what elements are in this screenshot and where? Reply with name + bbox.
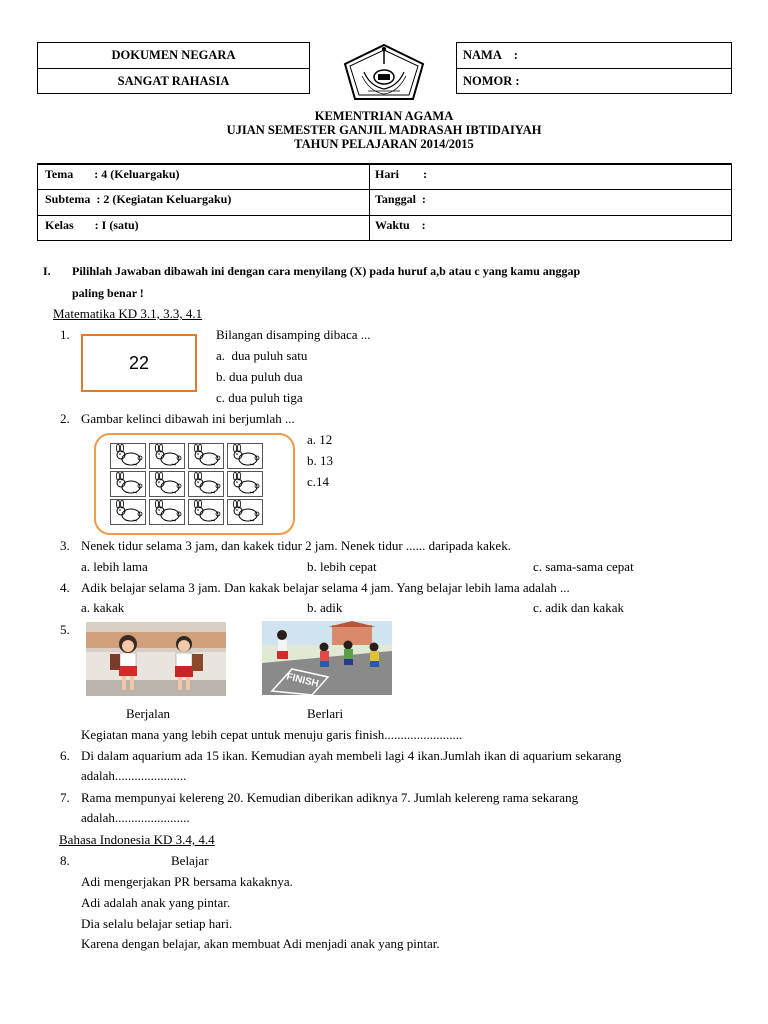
header-sangat-rahasia: SANGAT RAHASIA [38, 68, 309, 93]
rabbit-icon [110, 499, 146, 525]
q1-option-b: b. dua puluh dua [216, 369, 303, 384]
ministry-emblem-icon [340, 42, 428, 104]
waktu-cell: Waktu : [375, 218, 426, 232]
rabbit-icon [188, 499, 224, 525]
rabbit-icon [227, 443, 263, 469]
bahasa-heading: Bahasa Indonesia KD 3.4, 4.4 [59, 832, 215, 847]
q8-line-4: Karena dengan belajar, akan membuat Adi menjadi anak yang pintar. [81, 936, 440, 951]
q3-option-a: a. lebih lama [81, 559, 148, 574]
q5-text: Kegiatan mana yang lebih cepat untuk menuju garis finish........................ [81, 727, 463, 742]
q4-option-b: b. adik [307, 600, 343, 615]
q3-option-c: c. sama-sama cepat [533, 559, 634, 574]
rabbit-icon [149, 499, 185, 525]
rabbit-icon [149, 443, 185, 469]
q8-title: Belajar [171, 853, 209, 868]
rabbit-icon [110, 471, 146, 497]
header-right-box [456, 42, 732, 94]
q1-text: Bilangan disamping dibaca ... [216, 327, 371, 342]
finish-text: FINISH [285, 671, 320, 690]
rabbit-icon [110, 443, 146, 469]
q3-option-b: b. lebih cepat [307, 559, 377, 574]
q5-label-running: Berlari [307, 706, 344, 721]
q5-label-walking: Berjalan [126, 706, 171, 721]
instruction-line-2: paling benar ! [72, 286, 144, 300]
q1-number-box: 22 [81, 334, 197, 392]
q3-text: Nenek tidur selama 3 jam, dan kakek tidur 2 jam. Nenek tidur ...... daripada kakek. [81, 538, 511, 553]
title-line-1: KEMENTRIAN AGAMA [314, 109, 454, 123]
nama-label: NAMA : [463, 48, 518, 62]
q2-option-c: c.14 [307, 474, 330, 489]
matematika-heading: Matematika KD 3.1, 3.3, 4.1 [53, 306, 203, 321]
q8-line-3: Dia selalu belajar setiap hari. [81, 916, 233, 931]
header-dokumen-negara: DOKUMEN NEGARA [111, 48, 236, 62]
q4-option-a: a. kakak [81, 600, 125, 615]
walking-children-image [86, 622, 226, 696]
q3-number: 3. [60, 538, 70, 553]
rabbit-icon [149, 471, 185, 497]
kelas-cell: Kelas : I (satu) [45, 218, 139, 232]
q1-option-c: c. dua puluh tiga [216, 390, 303, 405]
q1-option-a: a. dua puluh satu [216, 348, 308, 363]
q5-number: 5. [60, 622, 70, 637]
q2-number: 2. [60, 411, 70, 426]
q6-line-2: adalah...................... [81, 768, 187, 783]
rabbit-icon [188, 471, 224, 497]
q6-number: 6. [60, 748, 70, 763]
q7-number: 7. [60, 790, 70, 805]
instruction-line-1: Pilihlah Jawaban dibawah ini dengan cara menyilang (X) pada huruf a,b atau c yang kamu anggap [72, 264, 581, 278]
section-number: I. [43, 264, 51, 278]
info-row-2 [38, 189, 731, 215]
title-line-3: TAHUN PELAJARAN 2014/2015 [294, 137, 474, 151]
rabbit-icon [227, 499, 263, 525]
q4-number: 4. [60, 580, 70, 595]
nomor-label: NOMOR : [463, 74, 520, 88]
subtema-cell: Subtema : 2 (Kegiatan Keluargaku) [45, 192, 232, 206]
info-row-1 [38, 164, 731, 190]
q2-option-a: a. 12 [307, 432, 333, 447]
q8-line-1: Adi mengerjakan PR bersama kakaknya. [81, 874, 293, 889]
q8-number: 8. [60, 853, 70, 868]
info-table [37, 163, 732, 241]
q2-option-b: b. 13 [307, 453, 333, 468]
q2-text: Gambar kelinci dibawah ini berjumlah ... [81, 411, 295, 426]
q4-text: Adik belajar selama 3 jam. Dan kakak belajar selama 4 jam. Yang belajar lebih lama adalah ... [81, 580, 570, 595]
rabbit-grid [110, 443, 265, 525]
q8-line-2: Adi adalah anak yang pintar. [81, 895, 231, 910]
title-line-2: UJIAN SEMESTER GANJIL MADRASAH IBTIDAIYAH [226, 123, 542, 137]
q4-option-c: c. adik dan kakak [533, 600, 624, 615]
q7-line-2: adalah....................... [81, 810, 190, 825]
q6-line-1: Di dalam aquarium ada 15 ikan. Kemudian ayah membeli lagi 4 ikan.Jumlah ikan di aquarium sekarang [81, 748, 622, 763]
tema-cell: Tema : 4 (Keluargaku) [45, 167, 180, 181]
tanggal-cell: Tanggal : [375, 192, 426, 206]
rabbit-icon [188, 443, 224, 469]
q1-number: 1. [60, 327, 70, 342]
hari-cell: Hari : [375, 167, 427, 181]
info-row-3 [38, 215, 731, 241]
header-left-box [37, 42, 310, 94]
rabbit-icon [227, 471, 263, 497]
running-children-image [262, 621, 392, 695]
q7-line-1: Rama mempunyai kelereng 20. Kemudian diberikan adiknya 7. Jumlah kelereng rama sekarang [81, 790, 579, 805]
